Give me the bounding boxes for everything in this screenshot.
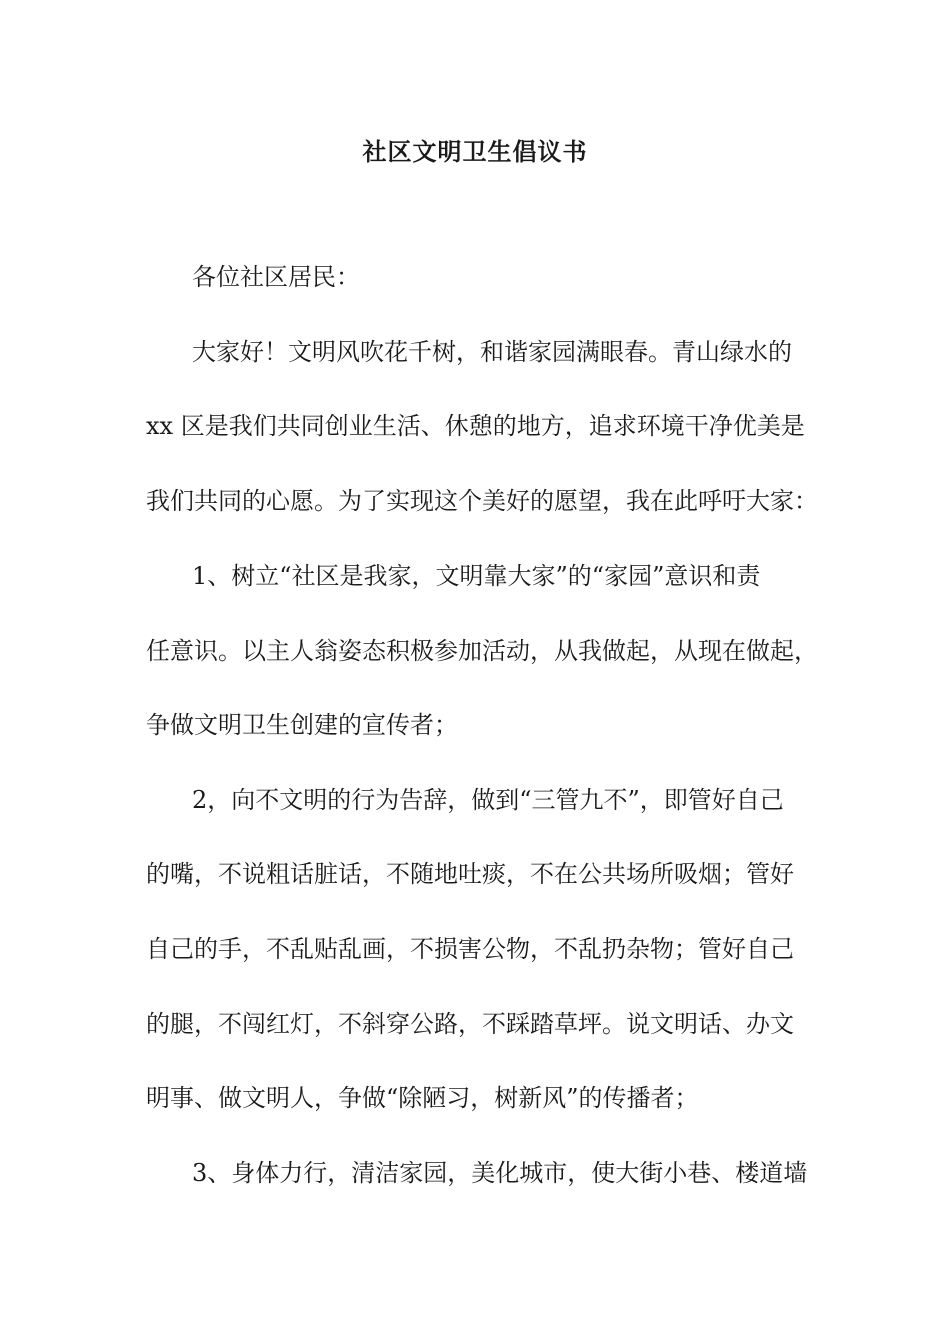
document-title: 社区文明卫生倡议书 bbox=[362, 137, 588, 166]
paragraph-line: 任意识。以主人翁姿态积极参加活动，从我做起，从现在做起， bbox=[146, 637, 818, 665]
paragraph-line: 1、树立“社区是我家，文明靠大家”的“家园”意识和责 bbox=[192, 562, 761, 590]
paragraph-line: 我们共同的心愿。为了实现这个美好的愿望，我在此呼吁大家： bbox=[146, 487, 818, 515]
paragraph-line: 3、身体力行，清洁家园，美化城市，使大街小巷、楼道墙 bbox=[192, 1159, 808, 1187]
salutation-line: 各位社区居民： bbox=[192, 263, 360, 291]
paragraph-line: 的腿，不闯红灯，不斜穿公路，不踩踏草坪。说文明话、办文 bbox=[146, 1010, 794, 1038]
paragraph-line: 争做文明卫生创建的宣传者； bbox=[146, 711, 458, 739]
paragraph-line: 2，向不文明的行为告辞，做到“三管九不”，即管好自己 bbox=[192, 786, 784, 814]
paragraph-line: xx 区是我们共同创业生活、休憩的地方，追求环境干净优美是 bbox=[146, 412, 805, 440]
paragraph-line: 自己的手，不乱贴乱画，不损害公物，不乱扔杂物；管好自己 bbox=[146, 935, 794, 963]
paragraph-line: 明事、做文明人，争做“除陋习，树新风”的传播者； bbox=[146, 1084, 699, 1112]
paragraph-line: 的嘴，不说粗话脏话，不随地吐痰，不在公共场所吸烟；管好 bbox=[146, 860, 794, 888]
paragraph-line: 大家好！文明风吹花千树，和谐家园满眼春。青山绿水的 bbox=[192, 338, 792, 366]
